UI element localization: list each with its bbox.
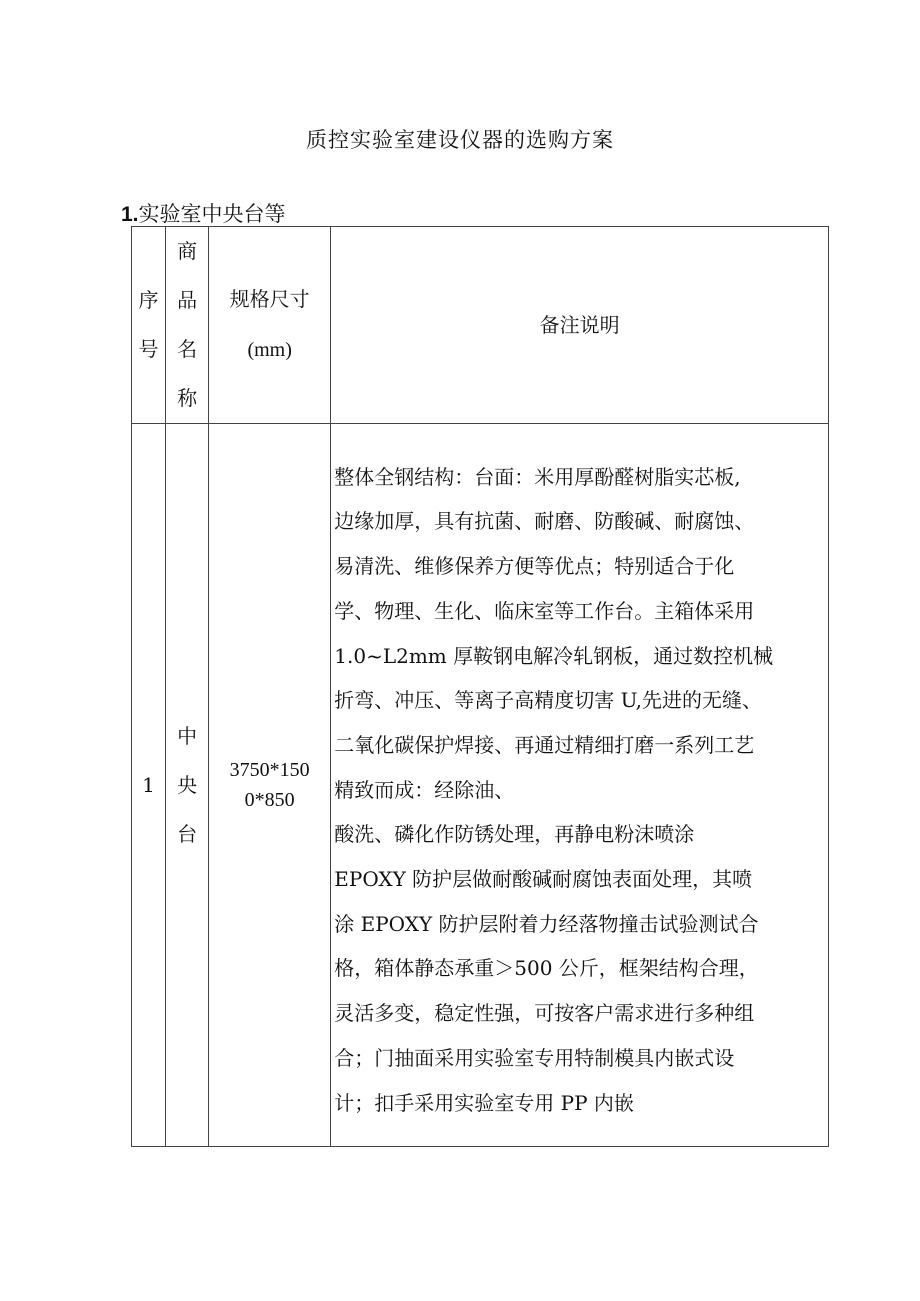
cell-index: 1 [132, 424, 166, 1147]
header-name-char: 名 [177, 337, 198, 361]
remark-line: 二氧化碳保护焊接、再通过精细打磨一系列工艺 [334, 732, 755, 757]
remark-line: 灵活多变，稳定性强，可按客户需求进行多种组 [334, 1001, 755, 1026]
remark-line: EPOXY 防护层做耐酸碱耐腐蚀表面处理，其喷 [334, 867, 753, 892]
header-spec-unit: (mm) [247, 339, 292, 361]
section-title: 实验室中央台等 [138, 202, 286, 226]
spec-line: 3750*150 [229, 759, 310, 781]
section-number: 1. [121, 203, 139, 226]
remark-line: 合；门抽面采用实验室专用特制模具内嵌式设 [334, 1045, 735, 1070]
header-index [132, 227, 166, 424]
product-name-char: 央 [177, 772, 198, 797]
document-title: 质控实验室建设仪器的选购方案 [306, 128, 614, 152]
remark-line: 格，箱体静态承重＞500 公斤，框架结构合理， [334, 956, 759, 981]
remark-line: 折弯、冲压、等离子高精度切害 U,先进的无缝、 [334, 688, 762, 713]
remark-line: 学、物理、生化、临床室等工作台。主箱体采用 [334, 598, 755, 623]
remark-line: 边缘加厚，具有抗菌、耐磨、防酸碱、耐腐蚀、 [334, 509, 755, 534]
header-remark-label: 备注说明 [539, 313, 620, 337]
remark-line: 1.0~L2mm 厚鞍钢电解冷轧钢板，通过数控机械 [334, 643, 774, 668]
header-index-char: 号 [138, 337, 159, 361]
header-index-char: 序 [138, 288, 159, 312]
header-spec [209, 227, 331, 424]
remark-line: 计；扣手采用实验室专用 PP 内嵌 [334, 1090, 634, 1115]
header-name-char: 称 [177, 386, 198, 410]
product-name-char: 台 [177, 821, 198, 846]
table-row [132, 424, 829, 1147]
section-heading [121, 198, 286, 228]
header-spec-line: 规格尺寸 [229, 289, 310, 311]
cell-product-name [166, 424, 209, 1147]
cell-spec [209, 424, 331, 1147]
spec-line: 0*850 [244, 789, 295, 811]
equipment-table [131, 226, 829, 1147]
header-name-char: 商 [177, 239, 198, 263]
remark-line: 易清洗、维修保养方便等优点；特别适合于化 [334, 554, 735, 579]
product-name-char: 中 [177, 723, 198, 748]
remark-line: 酸洗、磷化作防锈处理，再静电粉沫喷涂 [334, 822, 695, 847]
header-product-name [166, 227, 209, 424]
remark-line: 精致而成：经除油、 [334, 777, 515, 802]
remark-line: 整体全钢结构：台面：米用厚酚醛树脂实芯板, [334, 464, 741, 489]
remark-text [331, 445, 828, 1126]
cell-remark [331, 424, 829, 1147]
header-name-char: 品 [177, 288, 198, 312]
table-header-row [132, 227, 829, 424]
header-remark [331, 227, 829, 424]
remark-line: 涂 EPOXY 防护层附着力经落物撞击试验测试合 [334, 911, 759, 936]
